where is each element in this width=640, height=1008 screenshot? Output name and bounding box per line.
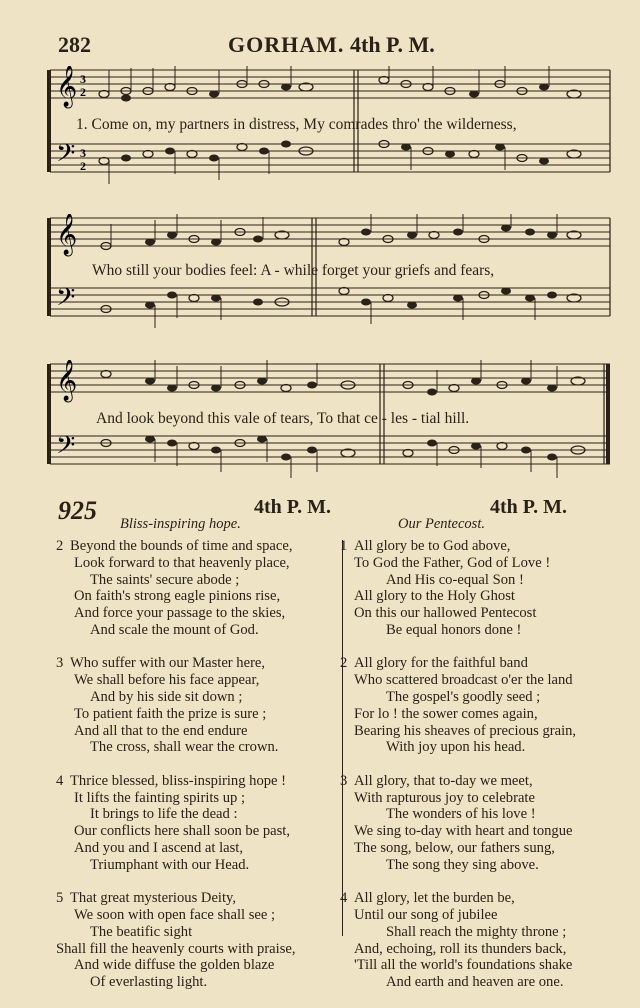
svg-text:3: 3	[80, 146, 86, 160]
verse-line: Bearing his sheaves of precious grain,	[354, 722, 577, 739]
verse-line: The wonders of his love !	[386, 806, 536, 823]
page-header	[58, 32, 598, 62]
verse-line: 'Till all the world's foundations shake	[354, 957, 573, 974]
verse-line: Until our song of jubilee	[354, 906, 498, 923]
music-system-3	[44, 360, 612, 486]
verse-line: And His co-equal Son !	[386, 571, 524, 588]
lyric-line-1: 1. Come on, my partners in distress, My comrades thro' the wilderness,	[76, 116, 517, 133]
verse-line: Triumphant with our Head.	[90, 856, 250, 873]
verse-line: The gospel's goodly seed ;	[386, 688, 541, 705]
verse-line: The beatific sight	[90, 923, 193, 940]
svg-text:𝄞: 𝄞	[56, 360, 78, 401]
verse-line: To God the Father, God of Love !	[354, 554, 551, 571]
verse-line: All glory be to God above,	[354, 538, 511, 554]
right-column-verses	[340, 538, 620, 1008]
verse-line: And scale the mount of God.	[90, 621, 259, 638]
verse-line: Shall reach the mighty throne ;	[386, 923, 567, 940]
verse-line: We sing to-day with heart and tongue	[354, 823, 573, 840]
verse-line: It lifts the fainting spirits up ;	[74, 789, 246, 806]
verse-line: To patient faith the prize is sure ;	[74, 705, 267, 722]
verse-line: All glory for the faithful band	[354, 655, 528, 672]
verse-line: And you and I ascend at last,	[74, 839, 243, 856]
verse-line: With rapturous joy to celebrate	[354, 789, 535, 806]
verse-line: We shall before his face appear,	[74, 672, 260, 689]
verse-line: The saints' secure abode ;	[90, 571, 240, 588]
svg-text:𝄢: 𝄢	[56, 283, 76, 318]
verse-line: We soon with open face shall see ;	[74, 906, 276, 923]
verse-line: And all that to the end endure	[74, 722, 248, 739]
verse-line: And force your passage to the skies,	[74, 605, 286, 622]
verse-line: The song, below, our fathers sung,	[354, 839, 555, 856]
verse-line: The song they sing above.	[386, 856, 539, 873]
hymn-header	[58, 496, 618, 536]
verse-number: 2	[56, 538, 64, 554]
verse-line: Be equal honors done !	[386, 621, 522, 638]
subtitle-right: Our Pentecost.	[398, 516, 485, 532]
verse-line: It brings to life the dead :	[90, 806, 238, 823]
staff-notation-1	[44, 66, 612, 206]
svg-text:𝄞: 𝄞	[56, 66, 78, 107]
verse-line: On this our hallowed Pentecost	[354, 605, 537, 622]
verse-line: Look forward to that heavenly place,	[74, 554, 290, 571]
verse-number: 3	[340, 772, 348, 789]
verse	[56, 538, 340, 639]
verse-number: 4	[340, 890, 348, 907]
verse-line: And, echoing, roll its thunders back,	[354, 940, 567, 957]
left-column-verses	[56, 538, 340, 1008]
verse-line: All glory, that to-day we meet,	[354, 772, 533, 789]
verse-line: Thrice blessed, bliss-inspiring hope !	[70, 772, 287, 789]
verse-line: And earth and heaven are one.	[386, 974, 564, 991]
verse-number: 1	[340, 538, 348, 554]
verse	[340, 538, 620, 639]
verse-line: And by his side sit down ;	[90, 688, 243, 705]
staff-notation-2	[44, 214, 612, 348]
svg-text:2: 2	[80, 159, 86, 173]
verse	[340, 773, 620, 874]
verse	[56, 655, 340, 756]
verse-line: The cross, shall wear the crown.	[90, 739, 279, 756]
verse	[340, 655, 620, 756]
verse-line: On faith's strong eagle pinions rise,	[74, 588, 281, 605]
tune-name: GORHAM.	[228, 32, 345, 57]
svg-text:𝄢: 𝄢	[56, 139, 76, 174]
svg-text:𝄢: 𝄢	[56, 431, 76, 466]
verse-line: And wide diffuse the golden blaze	[74, 957, 275, 974]
tune-meter: 4th P. M.	[350, 32, 435, 57]
verse-line: With joy upon his head.	[386, 739, 526, 756]
lyric-line-3: And look beyond this vale of tears, To that ce - les - tial hill.	[96, 410, 470, 427]
verse-line: Who scattered broadcast o'er the land	[354, 672, 573, 689]
meter-right: 4th P. M.	[490, 496, 568, 518]
svg-text:3: 3	[80, 72, 86, 86]
verse-number: 3	[56, 655, 64, 672]
verse	[56, 773, 340, 874]
verse-line: Shall fill the heavenly courts with praise,	[56, 940, 296, 957]
verse-line: For lo ! the sower comes again,	[354, 705, 538, 722]
verse-number: 4	[56, 772, 64, 789]
verse-line: Beyond the bounds of time and space,	[70, 538, 293, 554]
music-system-2	[44, 214, 612, 348]
verse-line: All glory to the Holy Ghost	[354, 588, 515, 605]
verse-line: Who suffer with our Master here,	[70, 655, 266, 672]
subtitle-left: Bliss-inspiring hope.	[120, 516, 241, 532]
verse-line: Of everlasting light.	[90, 974, 208, 991]
hymn-number: 925	[58, 496, 97, 525]
verse-number: 2	[340, 655, 348, 672]
verse-number: 5	[56, 890, 64, 907]
svg-text:𝄞: 𝄞	[56, 214, 78, 255]
verse-line: All glory, let the burden be,	[354, 890, 515, 907]
verse-line: Our conflicts here shall soon be past,	[74, 823, 291, 840]
verse-line: That great mysterious Deity,	[70, 890, 237, 907]
music-system-1	[44, 66, 612, 206]
meter-left: 4th P. M.	[254, 496, 332, 518]
lyric-line-2: Who still your bodies feel: A - while forget your griefs and fears,	[92, 262, 495, 279]
page-number: 282	[58, 32, 91, 57]
svg-text:2: 2	[80, 85, 86, 99]
